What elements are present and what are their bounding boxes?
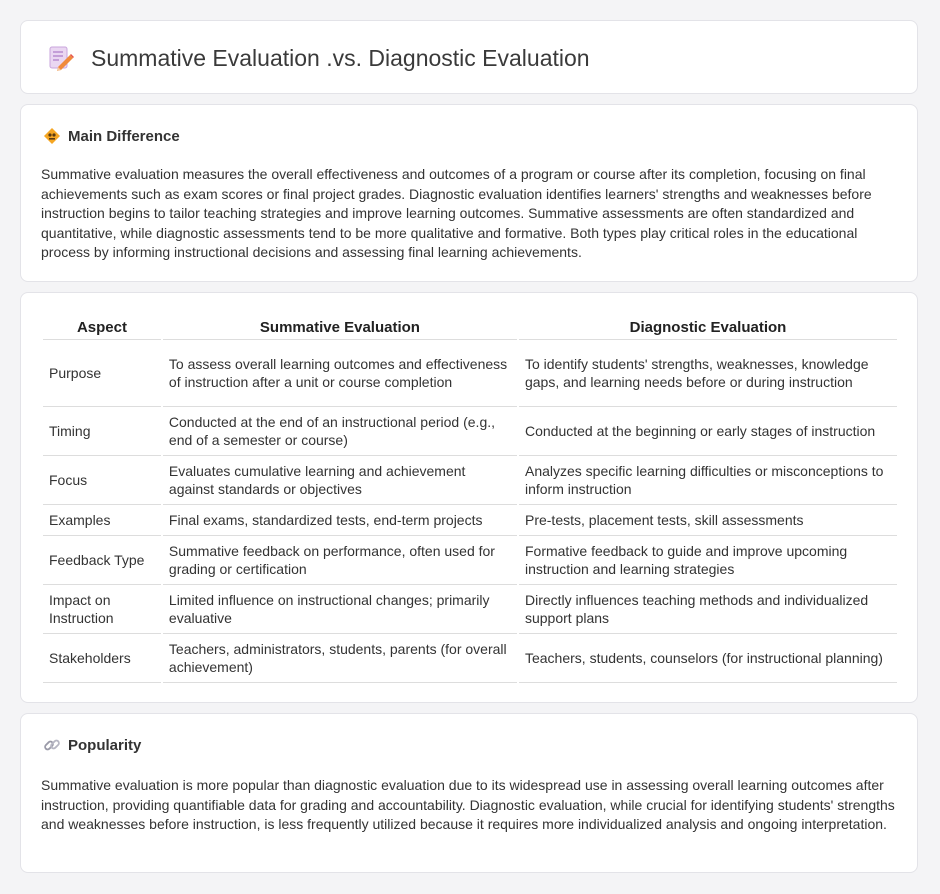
popularity-header — [43, 736, 141, 754]
cell-aspect: Purpose — [43, 340, 161, 407]
table-row — [43, 505, 897, 536]
cell-diagnostic: Pre-tests, placement tests, skill assessments — [519, 505, 897, 536]
cell-summative: Teachers, administrators, students, parents (for overall achievement) — [163, 634, 517, 683]
page-title: Summative Evaluation .vs. Diagnostic Evaluation — [91, 44, 590, 71]
cell-diagnostic: To identify students' strengths, weaknesses, knowledge gaps, and learning needs before or during instruction — [519, 340, 897, 407]
cell-aspect: Focus — [43, 456, 161, 505]
cell-aspect: Feedback Type — [43, 536, 161, 585]
cell-summative: Final exams, standardized tests, end-term projects — [163, 505, 517, 536]
table-row — [43, 536, 897, 585]
table-row — [43, 456, 897, 505]
popularity-card — [20, 713, 918, 873]
header-diagnostic: Diagnostic Evaluation — [519, 315, 897, 340]
table-row — [43, 634, 897, 683]
cell-diagnostic: Directly influences teaching methods and individualized support plans — [519, 585, 897, 634]
link-icon — [43, 736, 61, 754]
main-difference-header — [43, 127, 180, 145]
cell-diagnostic: Conducted at the beginning or early stages of instruction — [519, 407, 897, 456]
main-difference-heading: Main Difference — [68, 127, 180, 145]
cell-diagnostic: Formative feedback to guide and improve upcoming instruction and learning strategies — [519, 536, 897, 585]
cell-diagnostic: Analyzes specific learning difficulties or misconceptions to inform instruction — [519, 456, 897, 505]
cell-summative: To assess overall learning outcomes and effectiveness of instruction after a unit or course completion — [163, 340, 517, 407]
document-pencil-icon — [45, 43, 75, 73]
cell-aspect: Stakeholders — [43, 634, 161, 683]
title-card — [20, 20, 918, 94]
popularity-heading: Popularity — [68, 736, 142, 754]
header-summative: Summative Evaluation — [163, 315, 517, 340]
cell-diagnostic: Teachers, students, counselors (for instructional planning) — [519, 634, 897, 683]
cell-aspect: Timing — [43, 407, 161, 456]
table-row — [43, 407, 897, 456]
cell-summative: Evaluates cumulative learning and achievement against standards or objectives — [163, 456, 517, 505]
popularity-text: Summative evaluation is more popular than diagnostic evaluation due to its widespread use in assessing overall learning outcomes after instruction, providing quantifiable data for grading and accountability. Diagnostic evaluation, while crucial for identifying students' strengths and weaknesses before instruction, is less frequently utilized because it requires more individualized analysis and ongoing interpretation. — [41, 777, 895, 833]
cell-summative: Conducted at the end of an instructional period (e.g., end of a semester or course) — [163, 407, 517, 456]
cell-summative: Summative feedback on performance, often used for grading or certification — [163, 536, 517, 585]
comparison-card — [20, 292, 918, 703]
table-row — [43, 585, 897, 634]
table-row — [43, 340, 897, 407]
cell-aspect: Examples — [43, 505, 161, 536]
main-difference-text: Summative evaluation measures the overall effectiveness and outcomes of a program or course after its completion, focusing on final achievements such as exam scores or final project grades. Diagnostic evaluation identifies learners' strengths and weaknesses before instruction begins to tailor teaching strategies and improve learning outcomes. Summative assessments are often standardized and quantitative, while diagnostic assessments tend to be more qualitative and formative. Both types play critical roles in the educational process by informing instructional decisions and assessing final learning achievements. — [41, 166, 872, 261]
main-difference-card — [20, 104, 918, 282]
table-header-row — [43, 315, 897, 340]
cell-summative: Limited influence on instructional changes; primarily evaluative — [163, 585, 517, 634]
comparison-table — [41, 315, 899, 683]
cell-aspect: Impact on Instruction — [43, 585, 161, 634]
diamond-sign-icon — [43, 127, 61, 145]
header-aspect: Aspect — [43, 315, 161, 340]
